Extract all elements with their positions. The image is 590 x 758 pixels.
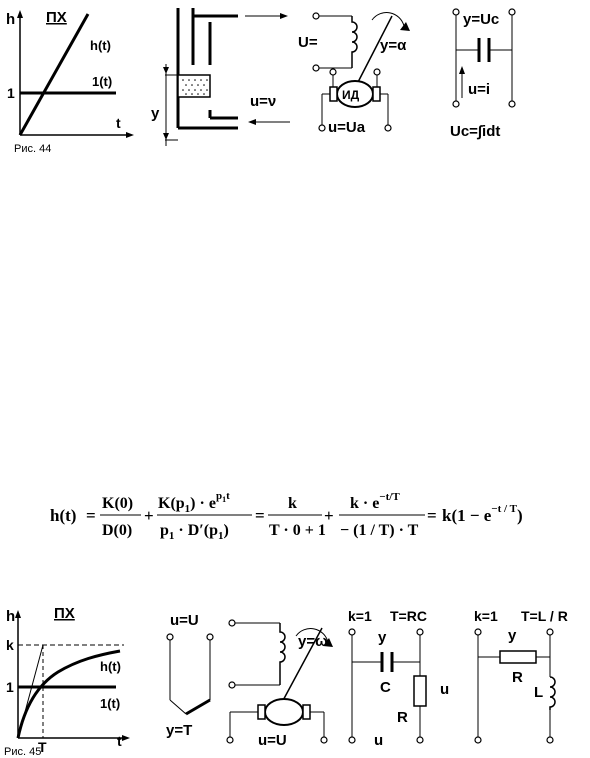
fig44-motor-id: ИД	[342, 88, 360, 102]
fig45-coil	[280, 623, 285, 685]
thermocouple-junction	[186, 700, 210, 714]
fig44-t-arrow	[126, 132, 134, 138]
fig44-title: ПХ	[46, 9, 67, 26]
fig45-rl	[474, 608, 568, 743]
fig44-motor	[298, 13, 410, 136]
formula-rhs: $k(1 - e^{-t / T})$	[442, 503, 523, 525]
formula	[50, 490, 523, 542]
fig44-onet-label: 1(t)	[92, 74, 113, 89]
fig44-h-label: h	[6, 11, 16, 28]
fig44-rotation-arrow	[400, 22, 410, 31]
fig45-ht-label: h(t)	[100, 659, 121, 674]
fig45-thermo-u: u=U	[170, 612, 199, 629]
fig45-rc-y: y	[378, 629, 387, 646]
formula-eq: =	[86, 506, 96, 525]
fig45-k-label: k	[6, 637, 14, 653]
fig45-onet-label: 1(t)	[100, 696, 121, 711]
fig45-rc-R: R	[397, 709, 408, 726]
formula-f2-den: $p_1 \cdot D'(p_1)$	[160, 522, 229, 542]
rl-inductor	[550, 677, 555, 710]
fig44-cap	[450, 9, 515, 140]
rl-resistor	[500, 651, 536, 663]
fig44-coil	[352, 16, 357, 68]
outflow-arrow-head	[280, 13, 288, 19]
fig45-rl-y: y	[508, 627, 517, 644]
rc-resistor	[414, 676, 426, 706]
y-dim-arrow-top	[163, 67, 169, 74]
fig45-motor-u: u=U	[258, 732, 287, 749]
fig45-rl-k: k=1	[474, 608, 498, 624]
fig45-h-label: h	[6, 608, 16, 625]
formula-f2-num: $K(p_1) \cdot e^p1t$	[158, 490, 230, 515]
fig44-t-label: t	[116, 115, 121, 131]
formula-plus2: +	[324, 506, 334, 525]
inflow-arrow-head	[248, 119, 256, 125]
fig45-rc	[348, 608, 449, 749]
fig45-rc-k: k=1	[348, 608, 372, 624]
fig45-caption: Рис. 45	[4, 746, 42, 758]
float	[178, 75, 210, 97]
formula-f4-den: − (1 / T) · T	[340, 522, 419, 539]
fig44-ht-label: h(t)	[90, 38, 111, 53]
formula-eq3: =	[427, 506, 437, 525]
fig44-h-arrow	[17, 10, 23, 18]
fig44-graph	[6, 9, 134, 155]
fig45-title: ПХ	[54, 605, 75, 622]
fig44-cap-u: u=i	[468, 81, 491, 98]
tank-u-label: u=ν	[250, 93, 277, 110]
formula-f1-num: K(0)	[102, 495, 134, 512]
fig45-thermo	[166, 612, 213, 739]
fig44-one-label: 1	[7, 85, 15, 101]
fig44-tank	[151, 8, 290, 146]
fig45-T-label: T	[38, 739, 47, 755]
fig45-rc-u-right: u	[440, 681, 450, 698]
fig45-t-label: t	[117, 733, 122, 749]
fig45-thermo-y: y=T	[166, 722, 193, 739]
fig45-rc-T: T=RC	[390, 608, 427, 624]
formula-f1-den: D(0)	[102, 522, 133, 539]
formula-f4-num: $k \cdot e^{-t/T}$	[350, 491, 400, 512]
formula-f3-den: T · 0 + 1	[269, 522, 326, 539]
fig45-one-label: 1	[6, 679, 14, 695]
fig45-rl-L: L	[534, 684, 544, 701]
fig44-caption: Рис. 44	[14, 143, 52, 155]
fig44-motor-y: y=α	[380, 37, 407, 54]
fig44-motor-u: u=Ua	[328, 119, 366, 136]
tank-y-label: y	[151, 105, 160, 122]
fig44-ht-line	[20, 14, 88, 135]
fig45-motor-y: y=ω	[298, 633, 328, 650]
fig45-rl-R: R	[512, 669, 523, 686]
formula-f3-num: k	[288, 495, 297, 512]
fig45-motor-body	[265, 699, 303, 725]
fig45-rc-C: C	[380, 679, 391, 696]
fig44-cap-formula: Uc=∫idt	[450, 123, 501, 140]
fig45-motor	[227, 620, 333, 749]
fig44-cap-y: y=Uc	[463, 11, 500, 28]
fig44-motor-U: U=	[298, 34, 318, 51]
formula-plus1: +	[144, 506, 154, 525]
fig45-rl-T: T=L / R	[521, 608, 568, 624]
y-dim-arrow-bottom	[163, 133, 169, 140]
formula-eq2: =	[255, 506, 265, 525]
fig45-graph	[4, 605, 130, 758]
fig45-rc-u-bottom: u	[374, 732, 384, 749]
formula-lhs: h(t)	[50, 506, 77, 525]
